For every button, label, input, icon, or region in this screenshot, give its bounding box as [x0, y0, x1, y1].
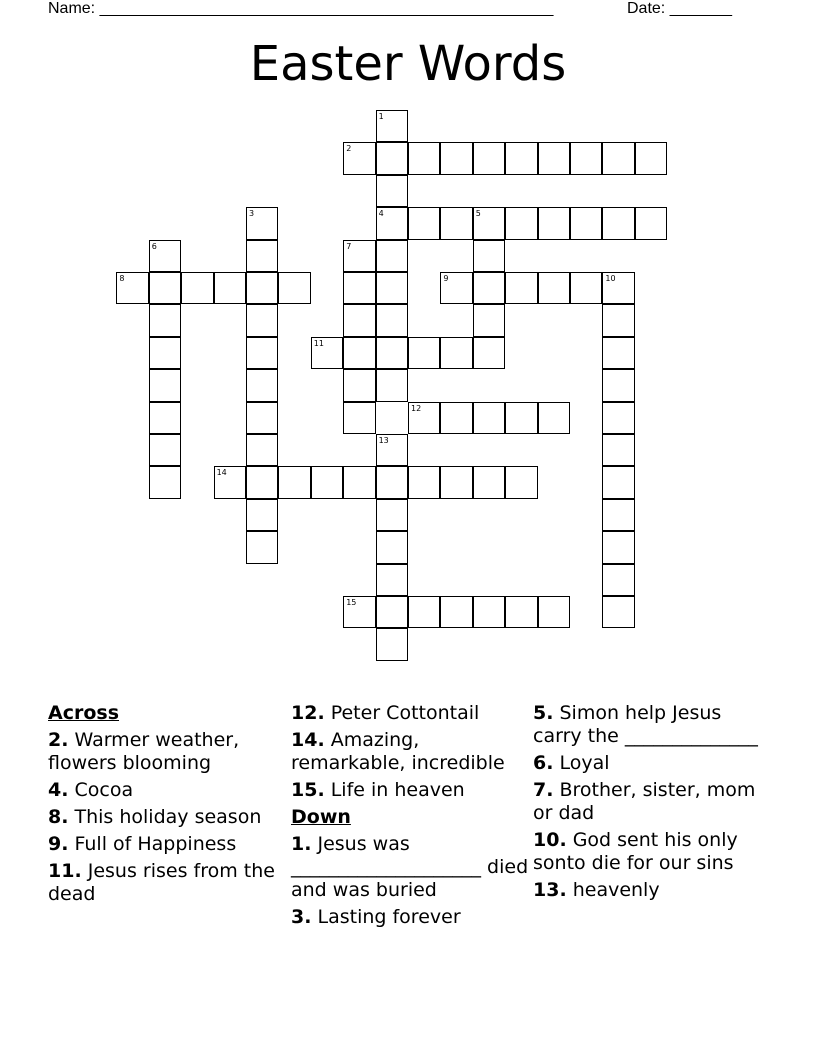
crossword-cell[interactable] — [473, 466, 505, 498]
clues-column-2 — [291, 702, 529, 933]
clue-item-number: 3. — [291, 906, 312, 928]
clue-number: 3 — [249, 209, 255, 219]
crossword-cell[interactable] — [376, 628, 408, 660]
crossword-cell[interactable] — [149, 466, 181, 498]
clue-item-text: This holiday season — [68, 806, 262, 828]
clue-number: 11 — [313, 338, 324, 348]
clue-item — [291, 833, 529, 902]
crossword-cell[interactable] — [440, 466, 472, 498]
clue-item-text: Cocoa — [68, 779, 134, 801]
clue-item — [291, 906, 529, 929]
clue-item — [533, 752, 771, 775]
crossword-cell[interactable] — [343, 272, 375, 304]
crossword-cell[interactable] — [473, 304, 505, 336]
crossword-cell[interactable] — [505, 142, 537, 174]
clue-item-text: Warmer weather, flowers blooming — [48, 729, 240, 774]
clue-item — [533, 779, 771, 825]
crossword-cell[interactable] — [343, 402, 375, 434]
crossword-cell[interactable] — [376, 304, 408, 336]
crossword-cell[interactable] — [376, 175, 408, 207]
crossword-cell[interactable] — [602, 142, 634, 174]
clue-item — [533, 702, 771, 748]
clue-item-text: Amazing, remarkable, incredible — [291, 729, 505, 774]
crossword-cell[interactable] — [570, 142, 602, 174]
clue-item — [48, 729, 286, 775]
clue-item-number: 5. — [533, 702, 554, 724]
crossword-cell[interactable] — [408, 402, 440, 434]
clue-item — [291, 779, 529, 802]
crossword-cell[interactable] — [376, 564, 408, 596]
crossword-cell[interactable] — [602, 466, 634, 498]
clue-section-heading: Across — [48, 702, 120, 724]
clue-item-text: Full of Happiness — [68, 833, 237, 855]
clue-item — [48, 860, 286, 906]
puzzle-title: Easter Words — [249, 36, 567, 92]
clue-item-number: 15. — [291, 779, 325, 801]
crossword-cell[interactable] — [376, 499, 408, 531]
crossword-cell[interactable] — [376, 466, 408, 498]
crossword-cell[interactable] — [376, 142, 408, 174]
crossword-cell[interactable] — [214, 272, 246, 304]
crossword-cell[interactable] — [440, 142, 472, 174]
clue-item-number: 7. — [533, 779, 554, 801]
crossword-cell[interactable] — [505, 402, 537, 434]
crossword-cell[interactable] — [343, 304, 375, 336]
crossword-cell[interactable] — [602, 207, 634, 239]
crossword-cell[interactable] — [343, 142, 375, 174]
crossword-cell[interactable] — [149, 304, 181, 336]
crossword-cell[interactable] — [602, 564, 634, 596]
clue-number: 10 — [605, 274, 616, 283]
crossword-cell[interactable] — [538, 596, 570, 628]
crossword-cell[interactable] — [408, 596, 440, 628]
clue-item-number: 8. — [48, 806, 69, 828]
crossword-cell[interactable] — [505, 466, 537, 498]
crossword-cell[interactable] — [149, 272, 181, 304]
crossword-cell[interactable] — [343, 337, 375, 369]
crossword-cell[interactable] — [343, 596, 375, 628]
clue-item-text: heavenly — [566, 879, 660, 901]
clue-number: 4 — [378, 209, 384, 219]
crossword-cell[interactable] — [376, 240, 408, 272]
clue-item-text: Jesus rises from the dead — [48, 860, 275, 905]
crossword-cell[interactable] — [440, 272, 472, 304]
clue-number: 6 — [151, 241, 157, 251]
clue-item — [48, 833, 286, 856]
crossword-cell[interactable] — [602, 304, 634, 336]
crossword-cell[interactable] — [149, 240, 181, 272]
crossword-cell[interactable] — [505, 596, 537, 628]
crossword-cell[interactable] — [440, 596, 472, 628]
clue-item — [291, 729, 529, 775]
clue-item-text: Loyal — [553, 752, 610, 774]
crossword-cell[interactable] — [505, 207, 537, 239]
crossword-cell[interactable] — [214, 466, 246, 498]
clue-item — [48, 806, 286, 829]
crossword-cell[interactable] — [246, 369, 278, 401]
clue-number: 13 — [378, 436, 389, 445]
clue-item-number: 11. — [48, 860, 82, 882]
crossword-cell[interactable] — [473, 596, 505, 628]
crossword-cell[interactable] — [246, 499, 278, 531]
crossword-cell[interactable] — [343, 369, 375, 401]
crossword-cell[interactable] — [602, 369, 634, 401]
crossword-cell[interactable] — [602, 402, 634, 434]
clue-item-text: Jesus was ____________________ died and was buried — [291, 833, 529, 901]
crossword-cell[interactable] — [149, 434, 181, 466]
crossword-cell[interactable] — [343, 466, 375, 498]
crossword-cell[interactable] — [376, 337, 408, 369]
clue-item-number: 9. — [48, 833, 69, 855]
crossword-cell[interactable] — [278, 272, 310, 304]
clues-column-1 — [48, 702, 286, 910]
clue-item-number: 13. — [533, 879, 567, 901]
clue-item-text: Peter Cottontail — [324, 702, 480, 724]
crossword-cell[interactable] — [343, 240, 375, 272]
crossword-cell[interactable] — [440, 337, 472, 369]
crossword-cell[interactable] — [116, 272, 148, 304]
crossword-cell[interactable] — [149, 337, 181, 369]
clue-item-text: Simon help Jesus carry the ______________ — [533, 702, 758, 747]
crossword-cell[interactable] — [246, 531, 278, 563]
clue-item-number: 1. — [291, 833, 312, 855]
date-field[interactable]: Date: _______ — [627, 0, 732, 17]
clue-number: 1 — [378, 112, 384, 121]
clue-number: 15 — [346, 598, 357, 607]
crossword-cell[interactable] — [408, 142, 440, 174]
clue-number: 2 — [346, 144, 352, 154]
crossword-cell[interactable] — [246, 272, 278, 304]
crossword-cell[interactable] — [246, 402, 278, 434]
crossword-cell[interactable] — [473, 142, 505, 174]
crossword-cell[interactable] — [376, 272, 408, 304]
clue-item — [291, 702, 529, 725]
clue-item-number: 6. — [533, 752, 554, 774]
crossword-cell[interactable] — [602, 499, 634, 531]
crossword-cell[interactable] — [602, 337, 634, 369]
crossword-cell[interactable] — [473, 240, 505, 272]
crossword-cell[interactable] — [181, 272, 213, 304]
crossword-cell[interactable] — [538, 142, 570, 174]
crossword-cell[interactable] — [311, 466, 343, 498]
clue-number: 8 — [119, 274, 125, 283]
crossword-cell[interactable] — [376, 110, 408, 142]
crossword-cell[interactable] — [440, 402, 472, 434]
crossword-cell[interactable] — [440, 207, 472, 239]
crossword-cell[interactable] — [570, 272, 602, 304]
clue-number: 14 — [216, 468, 227, 478]
crossword-cell[interactable] — [376, 434, 408, 466]
crossword-cell[interactable] — [376, 207, 408, 239]
crossword-cell[interactable] — [246, 434, 278, 466]
clue-number: 5 — [475, 209, 481, 219]
clue-item-number: 4. — [48, 779, 69, 801]
crossword-cell[interactable] — [246, 240, 278, 272]
clue-item-text: God sent his only sonto die for our sins — [533, 829, 738, 874]
crossword-cell[interactable] — [376, 596, 408, 628]
crossword-cell[interactable] — [473, 272, 505, 304]
crossword-cell[interactable] — [602, 531, 634, 563]
crossword-cell[interactable] — [278, 466, 310, 498]
crossword-cell[interactable] — [311, 337, 343, 369]
crossword-cell[interactable] — [408, 466, 440, 498]
clue-item-number: 10. — [533, 829, 567, 851]
name-field[interactable]: Name: ___________________________________________________ — [48, 0, 554, 17]
crossword-cell[interactable] — [570, 207, 602, 239]
crossword-cell[interactable] — [473, 207, 505, 239]
clue-item — [48, 779, 286, 802]
crossword-cell[interactable] — [376, 369, 408, 401]
crossword-cell[interactable] — [473, 402, 505, 434]
clue-item-text: Lasting forever — [311, 906, 461, 928]
crossword-cell[interactable] — [635, 142, 667, 174]
crossword-cell[interactable] — [408, 337, 440, 369]
clue-section-heading: Down — [291, 806, 351, 828]
crossword-cell[interactable] — [246, 304, 278, 336]
crossword-cell[interactable] — [246, 466, 278, 498]
clue-item-number: 2. — [48, 729, 69, 751]
crossword-cell[interactable] — [246, 207, 278, 239]
crossword-cell[interactable] — [538, 272, 570, 304]
crossword-cell[interactable] — [149, 402, 181, 434]
clues-column-3 — [533, 702, 771, 906]
crossword-cell[interactable] — [635, 207, 667, 239]
clue-number: 9 — [443, 274, 449, 283]
clue-item-number: 12. — [291, 702, 325, 724]
crossword-cell[interactable] — [149, 369, 181, 401]
crossword-cell[interactable] — [538, 402, 570, 434]
clue-number: 7 — [346, 241, 352, 251]
clue-item-number: 14. — [291, 729, 325, 751]
crossword-cell[interactable] — [505, 272, 537, 304]
crossword-cell[interactable] — [408, 207, 440, 239]
clue-number: 12 — [411, 403, 422, 413]
clue-item — [533, 829, 771, 875]
crossword-cell[interactable] — [602, 596, 634, 628]
worksheet-header — [48, 0, 748, 20]
clue-item-text: Brother, sister, mom or dad — [533, 779, 756, 824]
crossword-cell[interactable] — [602, 272, 634, 304]
crossword-cell[interactable] — [602, 434, 634, 466]
clue-item — [533, 879, 771, 902]
crossword-cell[interactable] — [246, 337, 278, 369]
crossword-cell[interactable] — [376, 531, 408, 563]
crossword-cell[interactable] — [473, 337, 505, 369]
clue-item-text: Life in heaven — [324, 779, 465, 801]
crossword-cell[interactable] — [538, 207, 570, 239]
